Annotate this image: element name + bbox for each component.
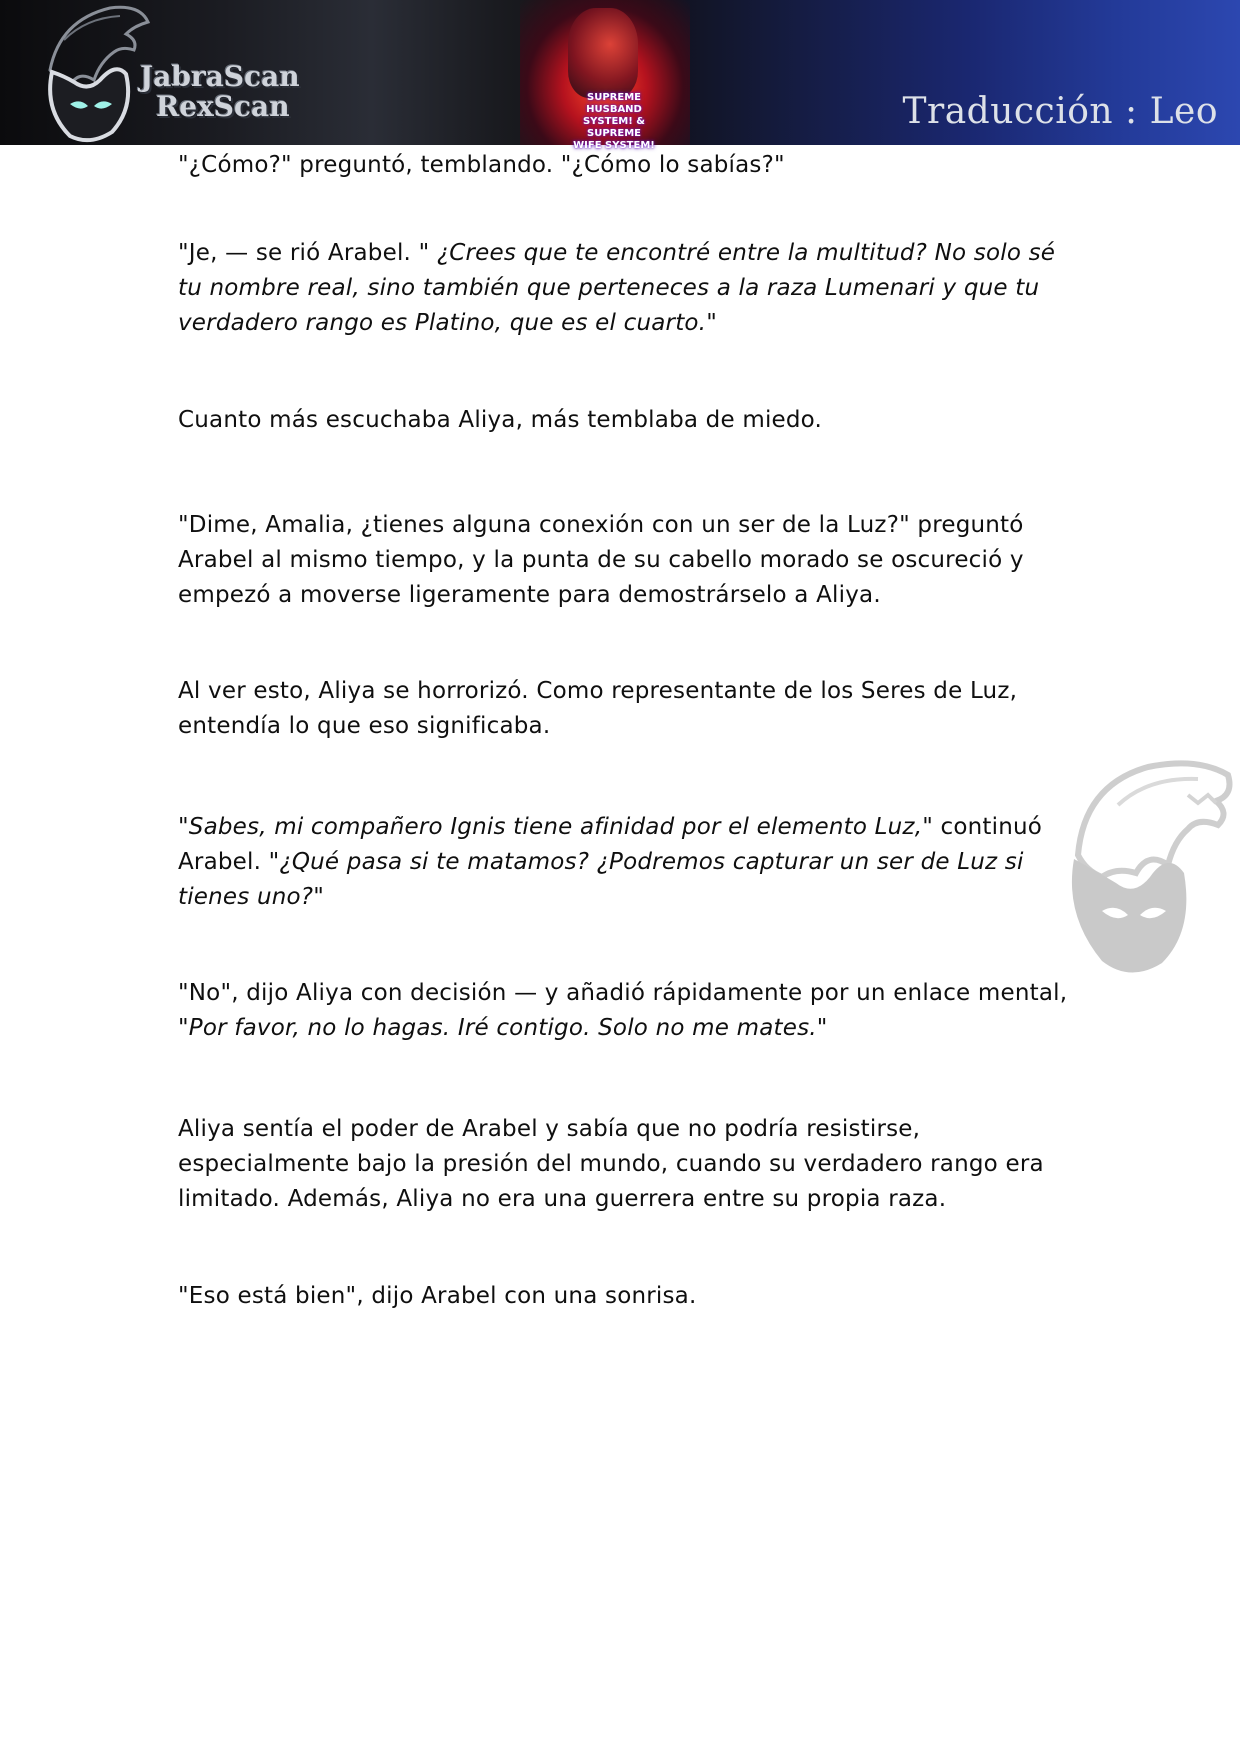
- dinosaur-skull-logo-icon: [30, 0, 150, 145]
- paragraph: [178, 976, 1078, 1046]
- text-run: "Je, — se rió Arabel. ": [178, 240, 437, 266]
- text-run: tienes uno?": [178, 884, 324, 910]
- translator-credit: Traducción : Leo: [902, 91, 1218, 132]
- text-line: [178, 403, 1078, 438]
- text-run: Cuanto más escuchaba Aliya, más temblaba de miedo.: [178, 407, 823, 433]
- paragraph: [178, 1279, 1078, 1314]
- text-run: "Eso está bien", dijo Arabel con una sonrisa.: [178, 1283, 697, 1309]
- text-line: [178, 1147, 1078, 1182]
- text-run: Aliya sentía el poder de Arabel y sabía que no podría resistirse,: [178, 1116, 921, 1142]
- header-banner: [0, 0, 1240, 151]
- text-run: verdadero rango es Platino, que es el cuarto.": [178, 310, 717, 336]
- text-line: [178, 845, 1078, 880]
- text-run: continuó: [932, 814, 1043, 840]
- paragraph: [178, 148, 1078, 183]
- text-line: [178, 709, 1078, 744]
- text-run: "Por favor, no lo hagas. Iré contigo. Solo no me mates.": [178, 1015, 828, 1041]
- paragraph: [178, 403, 1078, 438]
- logo-line-1: JabraScan: [140, 60, 300, 93]
- text-run: Al ver esto, Aliya se horrorizó. Como representante de los Seres de Luz,: [178, 678, 1018, 704]
- text-run: ¿Crees que te encontré entre la multitud? No solo sé: [436, 240, 1056, 266]
- text-run: "¿Qué pasa si te matamos? ¿Podremos capturar un ser de Luz si: [268, 849, 1024, 875]
- text-line: [178, 236, 1078, 271]
- text-line: [178, 306, 1078, 341]
- text-run: "Dime, Amalia, ¿tienes alguna conexión con un ser de la Luz?" preguntó: [178, 512, 1024, 538]
- text-line: [178, 880, 1078, 915]
- text-line: [178, 1182, 1078, 1217]
- paragraph: [178, 674, 1078, 744]
- text-run: limitado. Además, Aliya no era una guerrera entre su propia raza.: [178, 1186, 947, 1212]
- text-run: Arabel al mismo tiempo, y la punta de su cabello morado se oscureció y: [178, 547, 1024, 573]
- text-line: [178, 1011, 1078, 1046]
- text-run: Arabel.: [178, 849, 269, 875]
- logo-line-2: RexScan: [156, 90, 290, 123]
- text-line: [178, 271, 1078, 306]
- text-line: [178, 976, 1078, 1011]
- text-line: [178, 148, 1078, 183]
- cover-art: [520, 0, 690, 151]
- cover-title: SUPREME HUSBAND SYSTEM! & SUPREME WIFE SYSTEM!: [573, 92, 655, 151]
- text-line: [178, 508, 1078, 543]
- text-line: [178, 1112, 1078, 1147]
- cover-art-figure: [568, 8, 638, 98]
- text-line: [178, 810, 1078, 845]
- text-run: "No", dijo Aliya con decisión — y añadió rápidamente por un enlace mental,: [178, 980, 1068, 1006]
- dinosaur-watermark-icon: [1058, 755, 1238, 985]
- paragraph: [178, 236, 1078, 341]
- text-run: "Sabes, mi compañero Ignis tiene afinidad por el elemento Luz,": [178, 814, 933, 840]
- paragraph: [178, 810, 1078, 915]
- text-run: "¿Cómo?" preguntó, temblando. "¿Cómo lo sabías?": [178, 152, 785, 178]
- text-run: especialmente bajo la presión del mundo, cuando su verdadero rango era: [178, 1151, 1044, 1177]
- text-line: [178, 674, 1078, 709]
- text-run: tu nombre real, sino también que perteneces a la raza Lumenari y que tu: [178, 275, 1040, 301]
- paragraph: [178, 508, 1078, 613]
- text-line: [178, 1279, 1078, 1314]
- text-run: entendía lo que eso significaba.: [178, 713, 551, 739]
- text-run: empezó a moverse ligeramente para demostrárselo a Aliya.: [178, 582, 881, 608]
- text-line: [178, 578, 1078, 613]
- text-line: [178, 543, 1078, 578]
- paragraph: [178, 1112, 1078, 1217]
- site-logo-text: [140, 62, 340, 122]
